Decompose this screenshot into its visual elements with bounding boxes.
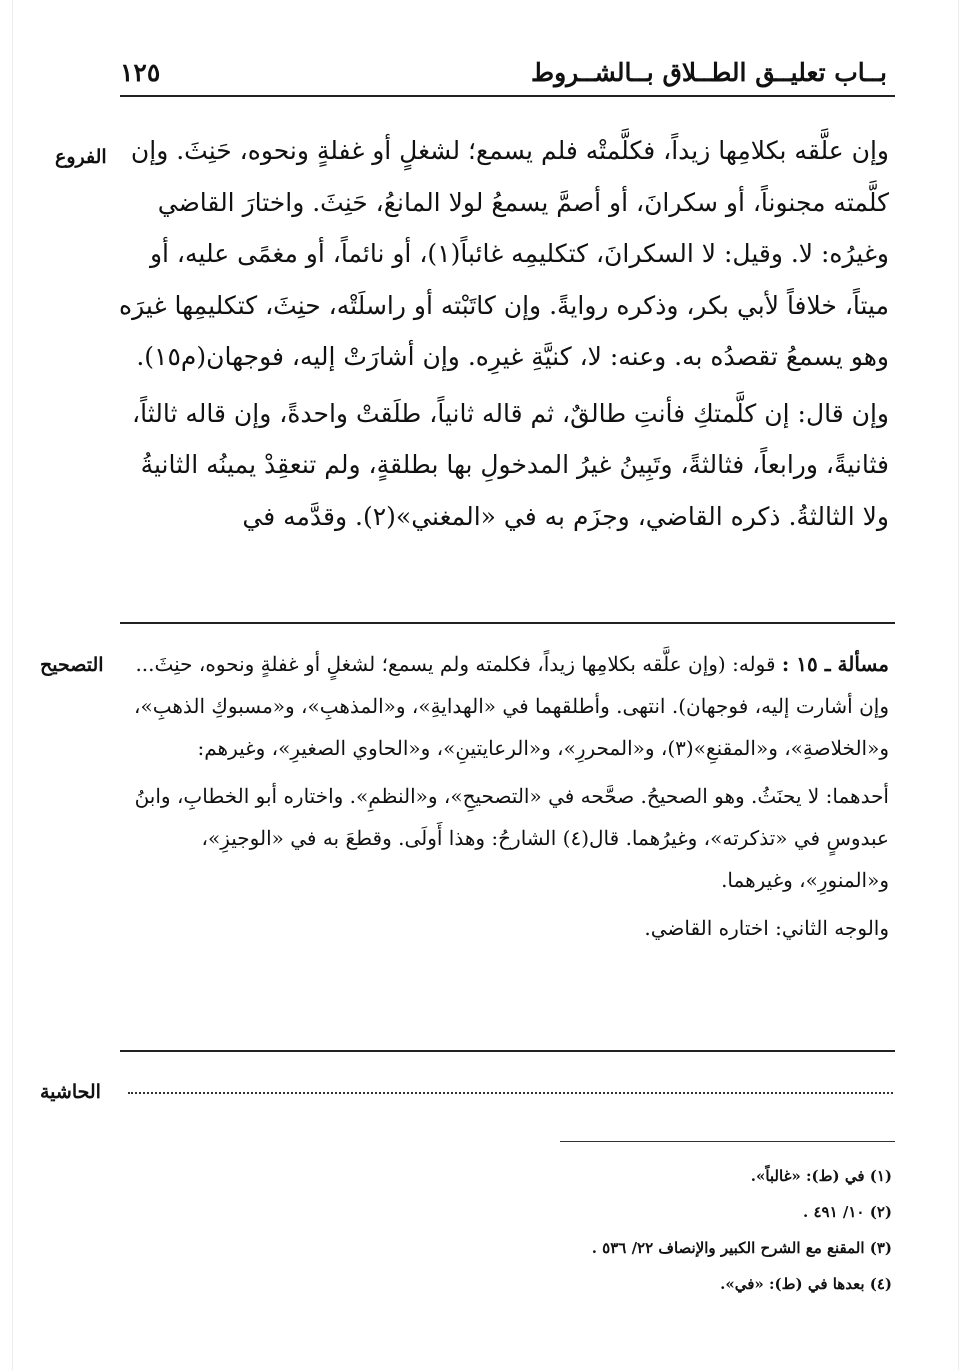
footnote: (٢) ١٠/ ٤٩١ . bbox=[803, 1203, 892, 1221]
main-paragraph: وإن قال: إن كلَّمتكِ فأنتِ طالقٌ، ثم قاله ثانياً، طلَقتْ واحدةً، وإن قاله ثالثاً، فثانيةً، ورابعاً، فثالثةً، وتَبِينُ غيرُ المدخولِ بها بطلقةٍ، ولم تنعقِدْ يمينُه الثانيةُ ولا الثالثةُ. ذكره القاضي، وجزَم به في «المغني»(٢). وقدَّمه في bbox=[132, 398, 889, 531]
header-rule bbox=[120, 95, 895, 97]
section-rule bbox=[120, 622, 895, 624]
footnotes bbox=[192, 1158, 892, 1302]
page-number: ١٢٥ bbox=[120, 58, 161, 87]
footnote-rule bbox=[560, 1141, 895, 1142]
hashiya-dotted-line bbox=[128, 1092, 893, 1094]
footnote: (٤) بعدها في (ط): «في». bbox=[720, 1275, 892, 1293]
section-rule bbox=[120, 1050, 895, 1052]
masala-heading: مسألة ـ ١٥ : bbox=[781, 652, 889, 676]
main-paragraph: وإن علَّقه بكلامِها زيداً، فكلَّمتْه فلم يسمع؛ لشغلٍ أو غفلةٍ ونحوه، حَنِثَ. وإن كلَّمته مجنوناً، أو سكرانَ، أو أصمَّ يسمعُ لولا المانعُ، حَنِثَ. واختارَ القاضي وغيرُه: لا. وقيل: لا السكرانَ، كتكليمِه غائباً(١)، أو نائماً، أو مغمًى عليه، أو ميتاً، خلافاً لأبي بكر، وذكره روايةً. وإن كاتَبْته أو راسلَتْه، حنِثَ، كتكليمِها غيرَه وهو يسمعُ تقصدُه به. وعنه: لا، كنيَّةِ غيرِه. وإن أشارَتْ إليه، فوجهان(م١٥). bbox=[119, 136, 889, 371]
tashih-paragraph-text: قوله: (وإن علَّقه بكلامِها زيداً، فكلمته ولم يسمع؛ لشغلٍ أو غفلةٍ ونحوه، حنِثَ... وإن أشارت إليه، فوجهان). انتهى. وأطلقهما في «الهدايةِ»، و«المذهبِ»، و«مسبوكِ الذهبِ»، و«الخلاصةِ»، و«المقنعِ»(٣)، و«المحررِ»، و«الرعايتينِ»، و«الحاوي الصغيرِ»، وغيرهم: bbox=[134, 652, 889, 760]
scan-edge-line bbox=[958, 0, 959, 1370]
tashih-paragraph: والوجه الثاني: اختاره القاضي. bbox=[644, 916, 889, 940]
footnote: (٣) المقنع مع الشرح الكبير والإنصاف ٢٢/ ٥٣٦ . bbox=[591, 1239, 892, 1257]
side-label-tashih: التصحيح bbox=[40, 654, 104, 676]
chapter-title: بــاب تعليــق الطــلاق بــالشــروط bbox=[530, 58, 887, 87]
tashih-paragraph bbox=[114, 643, 889, 769]
tashih-paragraph: أحدهما: لا يحنَثُ. وهو الصحيحُ. صحَّحه في «التصحيحِ»، و«النظمِ». واختاره أبو الخطابِ، وابنُ عبدوسٍ في «تذكرته»، وغيرُهما. قال(٤) الشارحُ: وهذا أَولَى. وقطعَ به في «الوجيزِ»، و«المنورِ»، وغيرهما. bbox=[134, 784, 889, 892]
scan-edge-line bbox=[12, 0, 13, 1370]
side-label-hashiya: الحاشية bbox=[40, 1081, 101, 1103]
footnote: (١) في (ط): «غالباً». bbox=[750, 1167, 892, 1185]
tashih-text bbox=[114, 643, 889, 949]
main-text bbox=[114, 125, 889, 542]
side-label-furu: الفروع bbox=[55, 146, 107, 168]
